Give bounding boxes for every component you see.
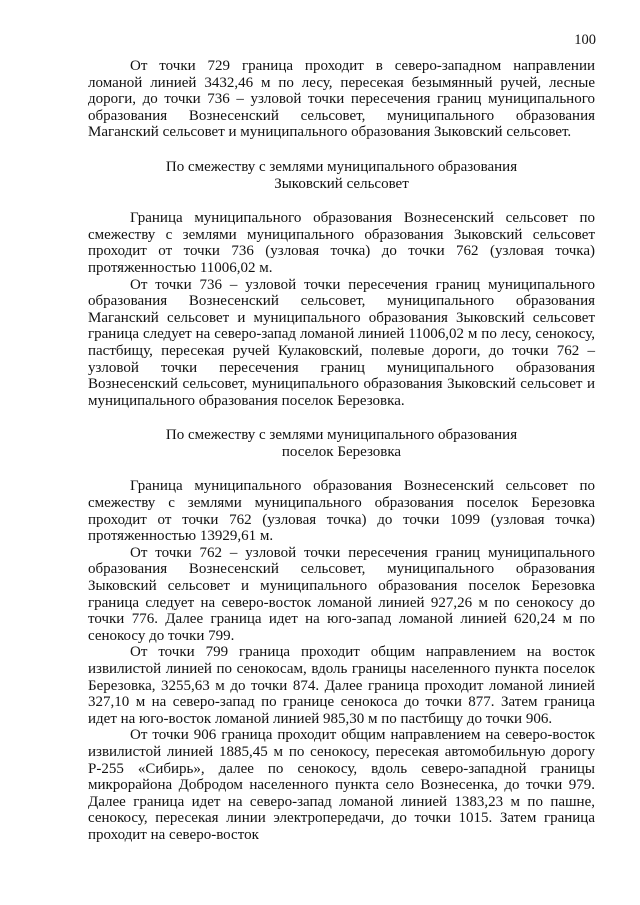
paragraph: Граница муниципального образования Вознесенский сельсовет по смежеству с землями муниципального образования Зыковский сельсовет проходит от точки 736 (узловая точка) до точки 762 (узловая точка) протяженностью 11006,02 м. — [88, 210, 595, 276]
paragraph: От точки 906 граница проходит общим направлением на северо-восток извилистой линией 1885,45 м по сенокосу, пересекая автомобильную дорогу Р-255 «Сибирь», далее по сенокосу, вдоль северо-западной границы микрорайона Добродом населенного пункта село Вознесенка, до точки 979. Далее граница идет на северо-запад ломаной линией 1383,23 м по пашне, сенокосу, пересекая линии электропередачи, до точки 1015. Затем граница проходит на северо-восток — [88, 727, 595, 843]
section-heading-line: Зыковский сельсовет — [274, 175, 409, 192]
page-number: 100 — [574, 32, 596, 48]
paragraph: От точки 799 граница проходит общим направлением на восток извилистой линией по сенокосам, вдоль границы населенного пункта поселок Березовка, 3255,63 м до точки 874. Далее граница проходит ломаной линией 327,10 м на северо-запад по границе сенокоса до точки 877. Затем граница идет на юго-восток ломаной линией 985,30 м по пастбищу до точки 906. — [88, 644, 595, 727]
paragraph: От точки 736 – узловой точки пересечения границ муниципального образования Вознесенский сельсовет, муниципального образования Маганский сельсовет и муниципального образования Зыковский сельсовет граница следует на северо-запад ломаной линией 11006,02 м по лесу, сенокосу, пастбищу, пересекая ручей Кулаковский, полевые дороги, до точки 762 – узловой точки пересечения границ муниципального образования Вознесенский сельсовет, муниципального образования Зыковский сельсовет и муниципального образования поселок Березовка. — [88, 276, 595, 409]
section-heading-line: По смежеству с землями муниципального образования — [165, 158, 518, 175]
section-heading — [88, 427, 595, 460]
paragraph: От точки 762 – узловой точки пересечения границ муниципального образования Вознесенский сельсовет, муниципального образования Зыковский сельсовет и муниципального образования поселок Березовка граница следует на северо-восток ломаной линией 927,26 м по сенокосу до точки 776. Далее граница идет на юго-запад ломаной линией 620,24 м по сенокосу до точки 799. — [88, 544, 595, 644]
section-heading — [88, 159, 595, 192]
document-body — [88, 58, 595, 844]
section-heading-line: поселок Березовка — [281, 443, 402, 460]
section-heading-line: По смежеству с землями муниципального образования — [165, 427, 518, 444]
paragraph: Граница муниципального образования Вознесенский сельсовет по смежеству с землями муниципального образования поселок Березовка проходит от точки 762 (узловая точка) до точки 1099 (узловая точка) протяженностью 13929,61 м. — [88, 478, 595, 545]
paragraph: От точки 729 граница проходит в северо-западном направлении ломаной линией 3432,46 м по лесу, пересекая безымянный ручей, лесные дороги, до точки 736 – узловой точки пересечения границ муниципального образования Вознесенский сельсовет, муниципального образования Маганский сельсовет и муниципального образования Зыковский сельсовет. — [88, 58, 595, 141]
